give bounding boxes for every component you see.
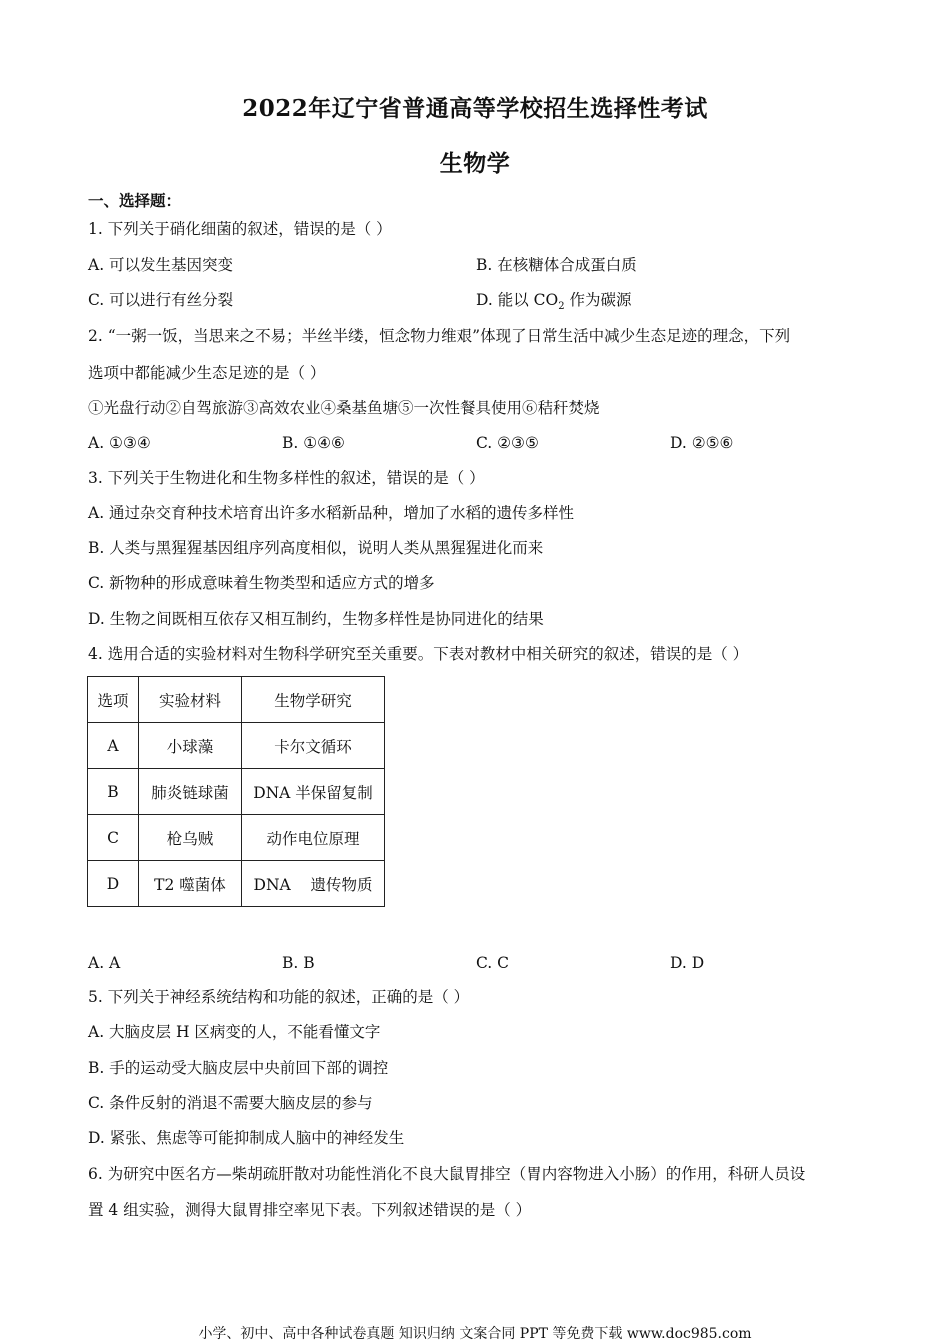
q6-stem-line1: 6. 为研究中医名方—柴胡疏肝散对功能性消化不良大鼠胃排空（胃内容物进入小肠）的作用，科研人员设 (88, 1165, 806, 1183)
q2-option-a: A. ①③④ (88, 434, 151, 452)
q3-stem: 3. 下列关于生物进化和生物多样性的叙述，错误的是（ ） (88, 469, 485, 487)
subject-title: 生物学 (439, 150, 511, 177)
q2-stem-line1: 2. “一粥一饭，当思来之不易；半丝半缕，恒念物力维艰”体现了日常生活中减少生态足迹的理念，下列 (88, 327, 791, 345)
q5-option-b: B. 手的运动受大脑皮层中央前回下部的调控 (88, 1059, 389, 1077)
q4-option-b: B. B (282, 954, 315, 972)
table-cell: 小球藻 (139, 723, 242, 769)
table-cell: C (88, 815, 139, 861)
q4-option-c: C. C (476, 954, 510, 972)
q5-option-d: D. 紧张、焦虑等可能抑制成人脑中的神经发生 (88, 1129, 405, 1147)
q2-option-c: C. ②③⑤ (476, 434, 539, 452)
table-header-cell: 实验材料 (139, 677, 242, 723)
table-header-cell: 选项 (88, 677, 139, 723)
q1-option-d-pre: D. 能以 CO (476, 291, 559, 309)
table-cell: DNA 半保留复制 (242, 769, 385, 815)
table-cell: 动作电位原理 (242, 815, 385, 861)
q1-option-d-post: 作为碳源 (564, 291, 632, 309)
table-header-cell: 生物学研究 (242, 677, 385, 723)
q4-option-d: D. D (670, 954, 705, 972)
q1-stem: 1. 下列关于硝化细菌的叙述，错误的是（ ） (88, 220, 392, 238)
table-cell: DNA 遗传物质 (242, 861, 385, 907)
table-cell: 枪乌贼 (139, 815, 242, 861)
table-cell: B (88, 769, 139, 815)
section-heading: 一、选择题： (88, 191, 182, 210)
table-row (88, 723, 385, 769)
q5-option-c: C. 条件反射的消退不需要大脑皮层的参与 (88, 1094, 373, 1112)
q1-option-b: B. 在核糖体合成蛋白质 (476, 256, 637, 274)
exam-title: 2022年辽宁省普通高等学校招生选择性考试 (242, 95, 708, 122)
q1-option-d (476, 289, 632, 318)
q2-option-b: B. ①④⑥ (282, 434, 345, 452)
q1-option-c: C. 可以进行有丝分裂 (88, 291, 234, 309)
table-cell: 卡尔文循环 (242, 723, 385, 769)
q6-stem-line2: 置 4 组实验，测得大鼠胃排空率见下表。下列叙述错误的是（ ） (88, 1201, 532, 1219)
q3-option-c: C. 新物种的形成意味着生物类型和适应方式的增多 (88, 574, 435, 592)
table-cell: 肺炎链球菌 (139, 769, 242, 815)
table-cell: T2 噬菌体 (139, 861, 242, 907)
q2-option-d: D. ②⑤⑥ (670, 434, 734, 452)
q3-option-a: A. 通过杂交育种技术培育出许多水稻新品种，增加了水稻的遗传多样性 (88, 504, 575, 522)
q1-option-a: A. 可以发生基因突变 (88, 256, 234, 274)
q4-stem: 4. 选用合适的实验材料对生物科学研究至关重要。下表对教材中相关研究的叙述，错误的是（ ） (88, 645, 749, 663)
q3-option-b: B. 人类与黑猩猩基因组序列高度相似，说明人类从黑猩猩进化而来 (88, 539, 544, 557)
q3-option-d: D. 生物之间既相互依存又相互制约，生物多样性是协同进化的结果 (88, 610, 544, 628)
q4-table (87, 676, 385, 907)
table-row (88, 815, 385, 861)
table-cell: D (88, 861, 139, 907)
q4-option-a: A. A (88, 954, 121, 972)
q2-stem-line2: 选项中都能减少生态足迹的是（ ） (88, 364, 326, 382)
table-row (88, 861, 385, 907)
table-cell: A (88, 723, 139, 769)
q2-items: ①光盘行动②自驾旅游③高效农业④桑基鱼塘⑤一次性餐具使用⑥秸秆焚烧 (88, 399, 600, 417)
q5-stem: 5. 下列关于神经系统结构和功能的叙述，正确的是（ ） (88, 988, 470, 1006)
table-row (88, 769, 385, 815)
table-header-row (88, 677, 385, 723)
page-footer: 小学、初中、高中各种试卷真题 知识归纳 文案合同 PPT 等免费下载 www.doc985.com (198, 1326, 752, 1342)
q1-option-d-sub: 2 (558, 301, 565, 313)
q5-option-a: A. 大脑皮层 H 区病变的人，不能看懂文字 (88, 1023, 381, 1041)
